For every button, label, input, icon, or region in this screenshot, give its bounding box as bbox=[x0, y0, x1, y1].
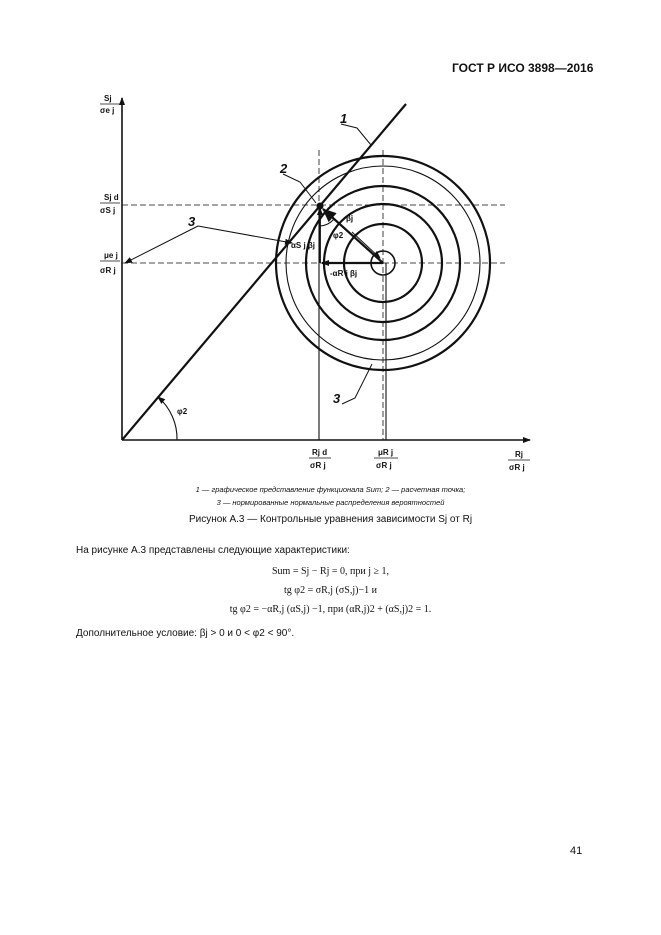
callout-3-leader-b bbox=[198, 226, 292, 243]
label-phi-origin: φ2 bbox=[177, 407, 188, 416]
tick-sd-den: σS j bbox=[100, 206, 116, 215]
formula-3: tg φ2 = −αR,j (αS,j) −1, при (αR,j)2 + (αS,j)2 = 1. bbox=[229, 604, 432, 615]
phi-arc-inner bbox=[320, 219, 334, 226]
callout-2: 2 bbox=[280, 161, 288, 176]
label-beta-top: βj bbox=[346, 214, 354, 223]
callout-3-leader bbox=[125, 226, 198, 263]
tick-rd-num: Rj d bbox=[312, 448, 328, 457]
x-axis-label-num: Rj bbox=[515, 450, 523, 459]
page-number: 41 bbox=[570, 845, 583, 857]
y-axis-label-den: σe j bbox=[100, 106, 115, 115]
y-axis-label-num: Sj bbox=[104, 94, 112, 103]
callout-1-leader bbox=[341, 124, 371, 145]
sum-line bbox=[122, 104, 406, 440]
legend-line-2: 3 — нормированные нормальные распределения вероятностей bbox=[216, 498, 445, 507]
condition-paragraph: Дополнительное условие: βj > 0 и 0 < φ2 < 90°. bbox=[76, 628, 295, 639]
callout-3b-leader bbox=[342, 364, 372, 404]
standard-header: ГОСТ Р ИСО 3898—2016 bbox=[452, 61, 594, 75]
callout-3: 3 bbox=[188, 214, 196, 229]
tick-mur-den: σR j bbox=[376, 461, 392, 470]
callout-1: 1 bbox=[340, 111, 348, 126]
figure-caption: Рисунок А.3 — Контрольные уравнения зависимости Sj от Rj bbox=[188, 514, 473, 525]
label-phi-inner: φ2 bbox=[333, 231, 344, 240]
formula-1: Sum = Sj − Rj = 0, при j ≥ 1, bbox=[271, 566, 390, 577]
tick-mu-den: σR j bbox=[100, 266, 116, 275]
tick-rd-den: σR j bbox=[310, 461, 326, 470]
callout-3-bottom: 3 bbox=[333, 391, 341, 406]
formula-2: tg φ2 = σR,j (σS,j)−1 и bbox=[284, 585, 377, 596]
phi-arc-origin bbox=[158, 397, 177, 440]
x-axis-label-den: σR j bbox=[509, 463, 525, 472]
intro-paragraph: На рисунке А.3 представлены следующие характеристики: bbox=[76, 545, 350, 556]
tick-mu-num: μe j bbox=[104, 251, 118, 260]
legend-line-1: 1 — графическое представление функционала Sum; 2 — расчетная точка; bbox=[195, 485, 466, 494]
center-pointer bbox=[352, 232, 380, 258]
label-alpha-r: -αR j βj bbox=[330, 269, 358, 278]
label-alpha-s: αS j βj bbox=[291, 241, 316, 250]
tick-sd-num: Sj d bbox=[104, 193, 119, 202]
tick-mur-num: μR j bbox=[378, 448, 394, 457]
